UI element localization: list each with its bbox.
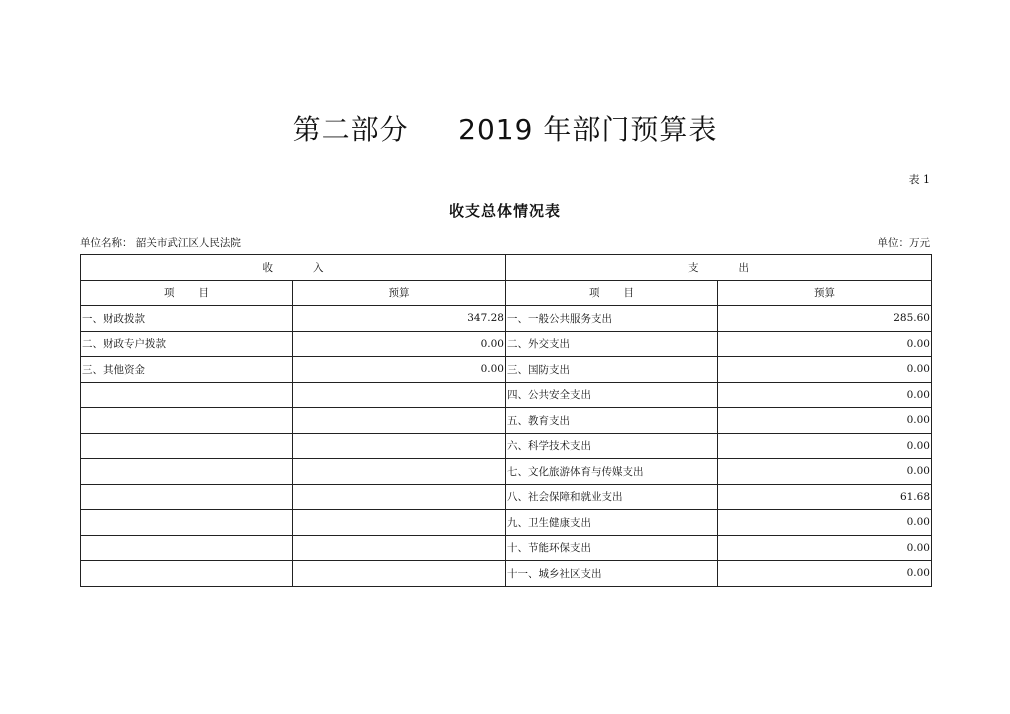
expense-budget-cell: 61.68 [718,484,932,510]
expense-budget-cell: 0.00 [718,357,932,383]
expense-budget-cell: 0.00 [718,382,932,408]
table-row [81,459,932,485]
expense-item-cell: 四、公共安全支出 [506,382,718,408]
expense-budget-cell: 285.60 [718,306,932,332]
income-budget-cell [293,484,506,510]
expense-item-cell: 十、节能环保支出 [506,535,718,561]
table-row [81,433,932,459]
income-item-cell: 一、财政拨款 [81,306,293,332]
income-item-cell [81,561,293,587]
income-item-cell: 三、其他资金 [81,357,293,383]
income-budget-cell [293,382,506,408]
budget-table [80,254,932,587]
income-budget-cell: 0.00 [293,331,506,357]
expense-budget-cell: 0.00 [718,459,932,485]
income-budget-cell [293,408,506,434]
income-item-cell [81,459,293,485]
income-budget-cell: 0.00 [293,357,506,383]
expense-budget-cell: 0.00 [718,510,932,536]
income-item-cell [81,484,293,510]
unit-of-measure: 单位：万元 [877,237,930,249]
table-row [81,382,932,408]
section-header-row [81,255,932,281]
income-budget-cell: 347.28 [293,306,506,332]
expense-item-cell: 二、外交支出 [506,331,718,357]
expense-item-cell: 八、社会保障和就业支出 [506,484,718,510]
expense-item-cell: 七、文化旅游体育与传媒支出 [506,459,718,485]
income-item-cell [81,510,293,536]
table-row [81,484,932,510]
expense-budget-header: 预算 [718,280,932,306]
income-budget-cell [293,459,506,485]
income-item-cell [81,535,293,561]
table-row [81,510,932,536]
table-row [81,357,932,383]
expense-item-cell: 十一、城乡社区支出 [506,561,718,587]
page-title: 第二部分 2019 年部门预算表 [292,113,718,146]
table-subtitle: 收支总体情况表 [448,202,561,220]
expense-budget-cell: 0.00 [718,535,932,561]
unit-name: 单位名称： 韶关市武江区人民法院 [80,237,241,249]
expense-item-header: 项目 [506,280,718,306]
income-item-header: 项目 [81,280,293,306]
expense-header: 支出 [506,255,932,281]
expense-item-cell: 五、教育支出 [506,408,718,434]
income-item-cell [81,408,293,434]
income-budget-cell [293,433,506,459]
column-header-row [81,280,932,306]
table-number: 表 1 [908,173,930,186]
income-budget-header: 预算 [293,280,506,306]
income-budget-cell [293,561,506,587]
income-item-cell [81,382,293,408]
expense-budget-cell: 0.00 [718,433,932,459]
table-row [81,408,932,434]
income-budget-cell [293,510,506,536]
expense-budget-cell: 0.00 [718,561,932,587]
income-budget-cell [293,535,506,561]
expense-item-cell: 一、一般公共服务支出 [506,306,718,332]
income-item-cell: 二、财政专户拨款 [81,331,293,357]
expense-budget-cell: 0.00 [718,408,932,434]
expense-item-cell: 六、科学技术支出 [506,433,718,459]
table-row [81,306,932,332]
unit-info-row [80,235,930,250]
table-row [81,331,932,357]
income-item-cell [81,433,293,459]
expense-budget-cell: 0.00 [718,331,932,357]
income-header: 收入 [81,255,506,281]
table-row [81,561,932,587]
table-row [81,535,932,561]
expense-item-cell: 三、国防支出 [506,357,718,383]
expense-item-cell: 九、卫生健康支出 [506,510,718,536]
